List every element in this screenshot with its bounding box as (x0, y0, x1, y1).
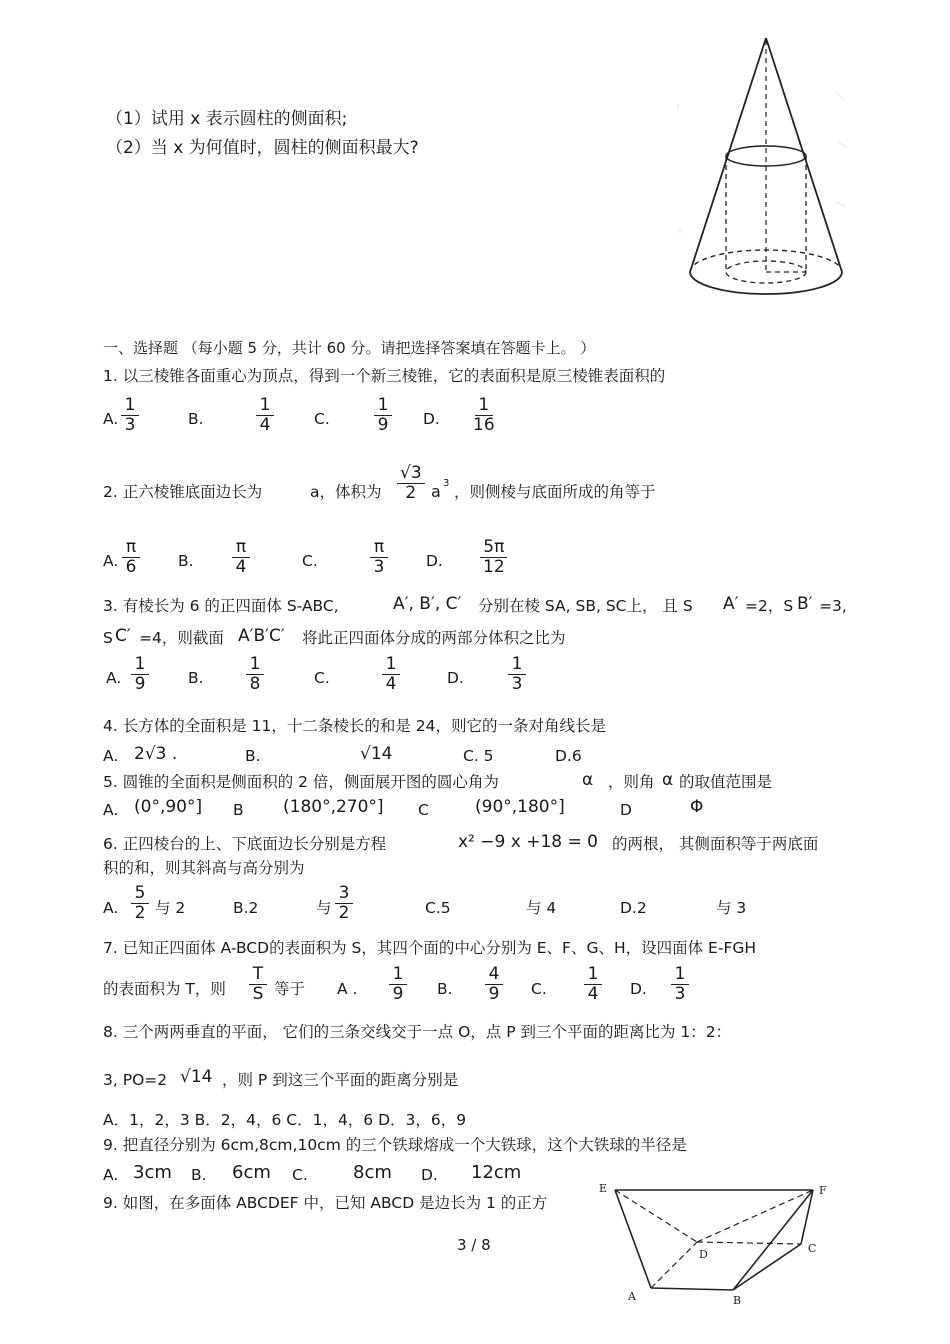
q3-line2-e: 将此正四面体分成的两部分体积之比为 (302, 629, 566, 647)
frac-den: 2 (405, 483, 417, 503)
q6-option-c-and: 与 4 (526, 899, 557, 917)
frac-num: π (370, 538, 388, 558)
q3-option-c-label: C. (314, 669, 330, 687)
frac-den: S (252, 984, 264, 1004)
q6-equation: x² −9 x +18 = 0 (458, 832, 598, 852)
q8-line2-b: ，则 P 到这三个平面的距离分别是 (222, 1071, 459, 1089)
q7-line1: 7. 已知正四面体 A-BCD的表面积为 S，其四个面的中心分别为 E、F、G、H，设四面体 E-FGH (103, 939, 757, 957)
q3-line1-f: B′ (797, 594, 813, 614)
q3-option-b-label: B. (188, 669, 204, 687)
q7-option-a-fraction (389, 965, 407, 1004)
frac-den: 12 (483, 557, 505, 577)
frac-den: 3 (511, 674, 523, 694)
q9a-option-a-label: A. (103, 1166, 119, 1184)
q3-option-c-fraction (382, 655, 400, 694)
vertex-label-d: D (699, 1248, 708, 1261)
q9a-option-b-value: 6cm (232, 1162, 271, 1183)
q5-alpha-2: α (662, 770, 674, 790)
q6-option-b-label: B.2 (233, 899, 259, 917)
frac-num: 5π (480, 538, 507, 558)
q9a-option-c-label: C. (292, 1166, 308, 1184)
q6-option-a-label: A. (103, 899, 119, 917)
q3-line1-c: 分别在棱 SA, SB, SC上， 且 S (478, 597, 693, 615)
q2-option-c-label: C. (302, 552, 318, 570)
q1-option-d-label: D. (423, 410, 440, 428)
q3-option-d-fraction (508, 655, 526, 694)
q5-alpha: α (582, 770, 594, 790)
q2-option-c-fraction (370, 538, 388, 577)
q7-option-c-label: C. (531, 980, 547, 998)
q2-option-a-fraction (122, 538, 140, 577)
frac-num: π (122, 538, 140, 558)
q9a-option-b-label: B. (191, 1166, 207, 1184)
frac-num: π (232, 538, 250, 558)
frac-den: 9 (377, 415, 389, 435)
q3-line1-e: =2，S (745, 597, 794, 615)
q3-option-a-fraction (131, 655, 149, 694)
q9a-option-a-value: 3cm (133, 1162, 172, 1183)
frac-den: 2 (338, 903, 350, 923)
q2-mid: a，体积为 (310, 483, 382, 501)
q7-ratio-fraction (249, 965, 267, 1004)
frac-den: 3 (124, 415, 136, 435)
q4-option-b-label: B. (245, 747, 261, 765)
q6-line1-a: 6. 正四棱台的上、下底面边长分别是方程 (103, 835, 387, 853)
frac-den: 3 (674, 984, 686, 1004)
frac-num: 1 (131, 655, 149, 675)
q7-line2-b: 等于 (274, 980, 306, 998)
q1-option-b-label: B. (188, 410, 204, 428)
vertex-label-a: A (628, 1290, 636, 1303)
q2-option-d-fraction (480, 538, 508, 577)
q6-line1-b: 的两根， 其侧面积等于两底面 (612, 835, 819, 853)
frac-num: 3 (335, 884, 353, 904)
frac-num: 4 (485, 965, 503, 985)
q4-option-a-value: 2√3 . (134, 744, 178, 764)
q6-option-b-and: 与 (316, 899, 332, 917)
q1-option-c-label: C. (314, 410, 330, 428)
q3-line1-a: 3. 有棱长为 6 的正四面体 S-ABC, (103, 597, 339, 615)
q8-options: A．1，2，3 B．2，4，6 C．1，4，6 D．3，6，9 (103, 1111, 467, 1129)
frac-num: 1 (671, 965, 689, 985)
q7-option-b-label: B. (437, 980, 453, 998)
frac-num: T (249, 965, 267, 985)
q2-option-b-label: B. (178, 552, 194, 570)
frac-den: 16 (473, 415, 495, 435)
q5-option-a-value: (0°,90°] (134, 797, 203, 817)
q9a-text: 9. 把直径分别为 6cm,8cm,10cm 的三个铁球熔成一个大铁球，这个大铁球的半径是 (103, 1136, 687, 1154)
frac-num: √3 (397, 464, 425, 484)
q7-option-d-fraction (671, 965, 689, 1004)
q6-option-c-label: C.5 (425, 899, 451, 917)
q2-option-a-label: A. (103, 552, 119, 570)
q1-option-a-label: A. (103, 410, 119, 428)
q8-line2-a: 3, PO=2 (103, 1071, 168, 1089)
q5-option-c-label: C (418, 801, 429, 819)
intro-q2: （2）当 x 为何值时，圆柱的侧面积最大? (106, 138, 419, 158)
vertex-label-f: F (819, 1184, 827, 1197)
q2-pre: 2. 正六棱锥底面边长为 (103, 483, 263, 501)
q5-option-d-value: Φ (690, 797, 704, 817)
q3-line1-b: A′, B′, C′ (393, 594, 462, 614)
q1-option-c-fraction (374, 396, 392, 435)
q7-line2-a: 的表面积为 T，则 (103, 980, 226, 998)
q5-option-a-label: A. (103, 801, 119, 819)
q3-line2-d: A′B′C′ (238, 626, 285, 646)
q4-option-b-value: √14 (360, 744, 393, 764)
q7-option-a-label: A . (337, 980, 358, 998)
q9a-option-d-value: 12cm (471, 1162, 522, 1183)
q5-option-b-label: B (233, 801, 244, 819)
vertex-label-c: C (808, 1242, 817, 1255)
q6-option-d-label: D.2 (620, 899, 647, 917)
q5-text-3: 的取值范围是 (679, 773, 773, 791)
q2-volume-fraction (397, 464, 425, 503)
frac-den: 9 (134, 674, 146, 694)
q9a-option-d-label: D. (421, 1166, 438, 1184)
frac-num: 1 (382, 655, 400, 675)
q5-text-1: 5. 圆锥的全面积是侧面积的 2 倍，侧面展开图的圆心角为 (103, 773, 499, 791)
q3-option-a-label: A. (106, 669, 122, 687)
vertex-label-b: B (733, 1294, 742, 1307)
q6-option-d-and: 与 3 (716, 899, 747, 917)
q3-line1-g: =3, (819, 597, 847, 615)
q4-option-a-label: A. (103, 747, 119, 765)
q3-line2-b: C′ (115, 626, 131, 646)
q5-option-c-value: (90°,180°] (475, 797, 565, 817)
q6-line2: 积的和，则其斜高与高分别为 (103, 859, 305, 877)
q6-option-b-fraction (335, 884, 353, 923)
vertex-label-e: E (599, 1182, 608, 1195)
q9b-text: 9. 如图，在多面体 ABCDEF 中，已知 ABCD 是边长为 1 的正方 (103, 1194, 548, 1212)
q4-option-c: C. 5 (463, 747, 494, 765)
frac-den: 4 (385, 674, 397, 694)
frac-den: 4 (587, 984, 599, 1004)
frac-den: 6 (125, 557, 137, 577)
frac-num: 5 (131, 884, 149, 904)
q3-line2-a: S (103, 629, 113, 647)
q3-line2-c: =4，则截面 (139, 629, 224, 647)
q7-option-c-fraction (584, 965, 602, 1004)
q8-sqrt: √14 (180, 1067, 213, 1087)
q1-option-d-fraction (470, 396, 498, 435)
frac-num: 1 (374, 396, 392, 416)
q5-option-b-value: (180°,270°] (283, 797, 384, 817)
q2-exponent: 3 (443, 478, 450, 489)
q3-line1-d: A′ (723, 594, 739, 614)
frac-num: 1 (256, 396, 274, 416)
frac-den: 9 (488, 984, 500, 1004)
q1-text: 1. 以三棱锥各面重心为顶点，得到一个新三棱锥，它的表面积是原三棱锥表面积的 (103, 367, 666, 385)
q6-option-a-fraction (131, 884, 149, 923)
q3-option-d-label: D. (447, 669, 464, 687)
q2-a3: a (431, 482, 441, 501)
frac-num: 1 (389, 965, 407, 985)
q9a-option-c-value: 8cm (353, 1162, 392, 1183)
frac-den: 8 (249, 674, 261, 694)
q6-option-a-and: 与 2 (155, 899, 186, 917)
frac-num: 1 (475, 396, 493, 416)
q5-option-d-label: D (620, 801, 632, 819)
q1-option-b-fraction (256, 396, 274, 435)
frac-den: 3 (373, 557, 385, 577)
q1-option-a-fraction (121, 396, 139, 435)
q2-option-b-fraction (232, 538, 250, 577)
frac-num: 1 (246, 655, 264, 675)
intro-q1: （1）试用 x 表示圆柱的侧面积; (106, 109, 348, 129)
q7-option-b-fraction (485, 965, 503, 1004)
q4-option-d: D.6 (555, 747, 582, 765)
section-title: 一、选择题 （每小题 5 分，共计 60 分。请把选择答案填在答题卡上。 ） (103, 339, 596, 357)
q2-post: ，则侧棱与底面所成的角等于 (454, 483, 656, 501)
frac-num: 1 (584, 965, 602, 985)
q8-line1: 8. 三个两两垂直的平面， 它们的三条交线交于一点 O，点 P 到三个平面的距离比为 1：2： (103, 1023, 732, 1041)
frac-den: 2 (134, 903, 146, 923)
frac-num: 1 (508, 655, 526, 675)
q4-text: 4. 长方体的全面积是 11，十二条棱长的和是 24，则它的一条对角线长是 (103, 717, 607, 735)
polyhedron-figure (595, 1178, 845, 1310)
frac-den: 4 (235, 557, 247, 577)
frac-den: 4 (259, 415, 271, 435)
cone-cylinder-figure (676, 32, 856, 322)
frac-den: 9 (392, 984, 404, 1004)
page-number: 3 / 8 (457, 1236, 491, 1254)
q3-option-b-fraction (246, 655, 264, 694)
q2-option-d-label: D. (426, 552, 443, 570)
q7-option-d-label: D. (630, 980, 647, 998)
q5-text-2: ，则角 (608, 773, 655, 791)
frac-num: 1 (121, 396, 139, 416)
